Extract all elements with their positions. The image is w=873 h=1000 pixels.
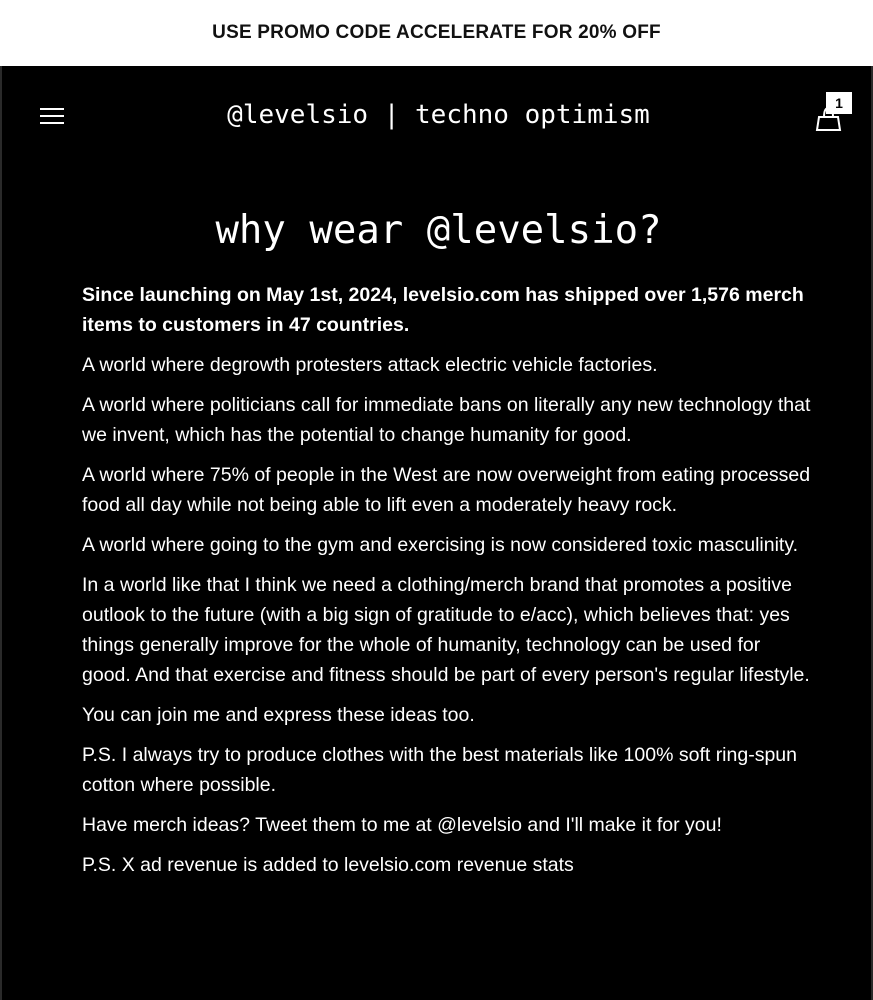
paragraph: You can join me and express these ideas too.	[82, 704, 475, 726]
paragraph: A world where politicians call for immediate bans on literally any new technology that we invent, which has the potential to change humanity for good.	[82, 394, 811, 446]
paragraph: A world where degrowth protesters attack electric vehicle factories.	[82, 354, 658, 376]
paragraph: Have merch ideas? Tweet them to me at @levelsio and I'll make it for you!	[82, 814, 722, 836]
paragraph: P.S. I always try to produce clothes with the best materials like 100% soft ring-spun cotton where possible.	[82, 744, 797, 796]
promo-banner	[0, 0, 873, 66]
article-body	[82, 280, 812, 890]
paragraph: A world where going to the gym and exercising is now considered toxic masculinity.	[82, 534, 799, 556]
site-header	[2, 66, 871, 170]
paragraph: A world where 75% of people in the West are now overweight from eating processed food all day while not being able to lift even a moderately heavy rock.	[82, 464, 811, 516]
cart-button[interactable]	[814, 92, 858, 132]
paragraph: P.S. X ad revenue is added to levelsio.com revenue stats	[82, 854, 574, 876]
main-content-area	[0, 66, 873, 1000]
paragraph: In a world like that I think we need a clothing/merch brand that promotes a positive outlook to the future (with a big sign of gratitude to e/acc), which believes that: yes things generally improve for the whole of humanity, technology can be used for good. And that exercise and fitness should be part of every person's regular lifestyle.	[82, 574, 810, 686]
cart-count-badge: 1	[826, 92, 852, 114]
site-title[interactable]: @levelsio | techno optimism	[227, 100, 650, 130]
promo-text: USE PROMO CODE ACCELERATE FOR 20% OFF	[212, 22, 661, 43]
page-title: why wear @levelsio?	[215, 208, 662, 253]
intro-paragraph: Since launching on May 1st, 2024, levelsio.com has shipped over 1,576 merch items to customers in 47 countries.	[82, 284, 804, 336]
